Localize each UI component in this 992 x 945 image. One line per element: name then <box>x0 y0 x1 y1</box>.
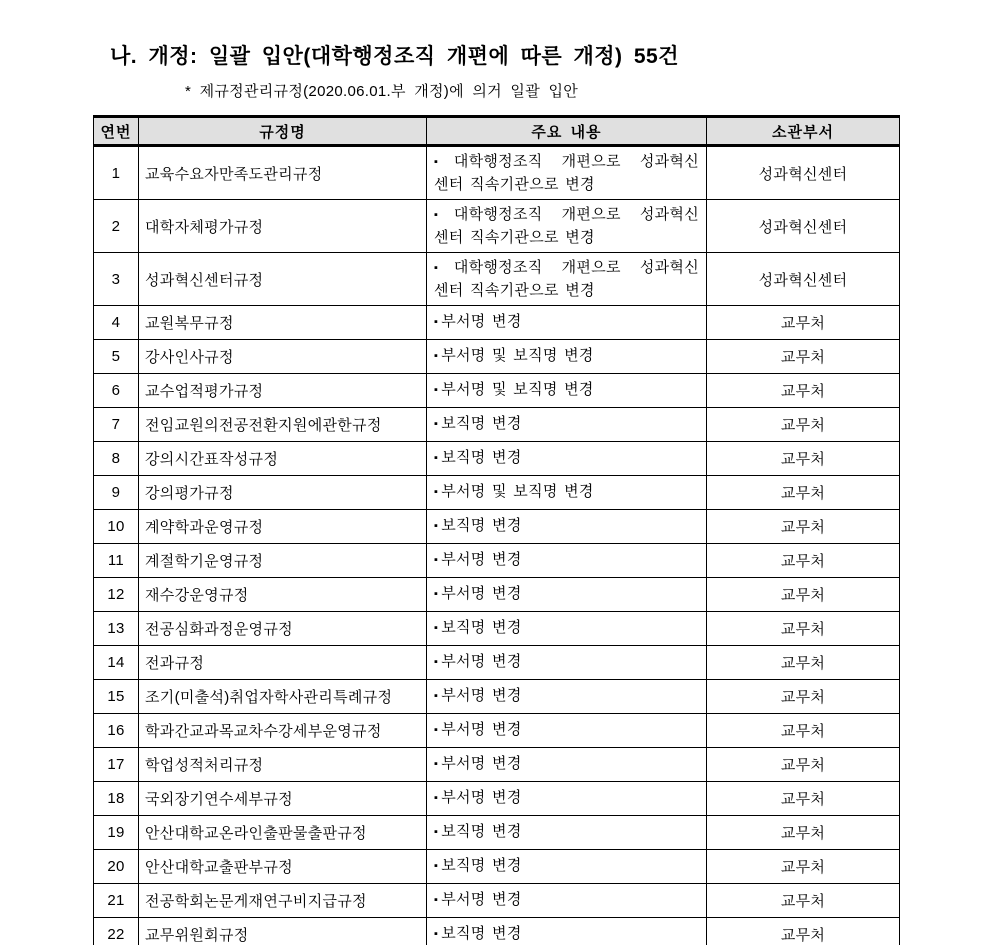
row-number-cell: 8 <box>94 442 139 476</box>
bullet-icon: ▪ <box>434 928 439 940</box>
content-line-1 <box>434 204 699 227</box>
content-line-1 <box>434 549 699 572</box>
main-content-cell <box>427 578 707 612</box>
content-line-2: 센터 직속기관으로 변경 <box>434 282 595 299</box>
page-title: 나. 개정: 일괄 입안(대학행정조직 개편에 따른 개정) 55건 <box>110 45 680 68</box>
regulation-name-cell: 대학자체평가규정 <box>139 200 427 253</box>
content-text: 보직명 변경 <box>441 925 522 942</box>
main-content-cell <box>427 200 707 253</box>
content-text: 부서명 변경 <box>441 755 522 772</box>
content-line-2: 센터 직속기관으로 변경 <box>434 229 595 246</box>
header-cell-department: 소관부서 <box>707 117 900 146</box>
content-line-1 <box>434 151 699 174</box>
bullet-icon: ▪ <box>434 724 439 736</box>
department-cell: 교무처 <box>707 340 900 374</box>
table-row <box>94 578 900 612</box>
row-number-cell: 2 <box>94 200 139 253</box>
bullet-icon: ▪ <box>434 656 439 668</box>
content-text: 부서명 및 보직명 변경 <box>441 347 594 364</box>
department-cell: 교무처 <box>707 612 900 646</box>
header-cell-main-content: 주요 내용 <box>427 117 707 146</box>
header-cell-regulation-name: 규정명 <box>139 117 427 146</box>
content-line-1 <box>434 481 699 504</box>
row-number-cell: 22 <box>94 918 139 945</box>
bullet-icon: ▪ <box>434 156 451 168</box>
main-content-cell <box>427 646 707 680</box>
main-content-cell <box>427 408 707 442</box>
content-text: 부서명 변경 <box>441 789 522 806</box>
regulation-name-cell: 강의평가규정 <box>139 476 427 510</box>
department-cell: 교무처 <box>707 918 900 945</box>
row-number-cell: 14 <box>94 646 139 680</box>
row-number-cell: 9 <box>94 476 139 510</box>
content-line-1 <box>434 413 699 436</box>
department-cell: 교무처 <box>707 442 900 476</box>
bullet-icon: ▪ <box>434 209 451 221</box>
content-text: 부서명 변경 <box>441 551 522 568</box>
bullet-icon: ▪ <box>434 622 439 634</box>
main-content-cell <box>427 612 707 646</box>
table-row <box>94 748 900 782</box>
main-content-cell <box>427 442 707 476</box>
department-cell: 교무처 <box>707 680 900 714</box>
department-cell: 교무처 <box>707 850 900 884</box>
content-line-1 <box>434 257 699 280</box>
department-cell: 교무처 <box>707 782 900 816</box>
bullet-icon: ▪ <box>434 452 439 464</box>
regulation-name-cell: 국외장기연수세부규정 <box>139 782 427 816</box>
row-number-cell: 3 <box>94 253 139 306</box>
bullet-icon: ▪ <box>434 588 439 600</box>
content-text: 대학행정조직 개편으로 성과혁신 <box>453 153 700 170</box>
content-text: 대학행정조직 개편으로 성과혁신 <box>453 259 700 276</box>
content-text: 부서명 변경 <box>441 313 522 330</box>
row-number-cell: 10 <box>94 510 139 544</box>
row-number-cell: 16 <box>94 714 139 748</box>
bullet-icon: ▪ <box>434 860 439 872</box>
main-content-cell <box>427 918 707 945</box>
content-text: 부서명 변경 <box>441 687 522 704</box>
table-row <box>94 918 900 945</box>
bullet-icon: ▪ <box>434 690 439 702</box>
row-number-cell: 20 <box>94 850 139 884</box>
table-row <box>94 340 900 374</box>
content-text: 보직명 변경 <box>441 517 522 534</box>
regulation-name-cell: 전공심화과정운영규정 <box>139 612 427 646</box>
regulation-name-cell: 교육수요자만족도관리규정 <box>139 146 427 200</box>
table-row <box>94 782 900 816</box>
table-row <box>94 374 900 408</box>
table-row <box>94 884 900 918</box>
content-line-1 <box>434 719 699 742</box>
regulation-name-cell: 계절학기운영규정 <box>139 544 427 578</box>
department-cell: 교무처 <box>707 646 900 680</box>
content-line-1 <box>434 889 699 912</box>
table-row <box>94 306 900 340</box>
main-content-cell <box>427 714 707 748</box>
regulation-name-cell: 전공학회논문게재연구비지급규정 <box>139 884 427 918</box>
row-number-cell: 5 <box>94 340 139 374</box>
bullet-icon: ▪ <box>434 384 439 396</box>
row-number-cell: 4 <box>94 306 139 340</box>
content-text: 보직명 변경 <box>441 823 522 840</box>
main-content-cell <box>427 146 707 200</box>
regulation-name-cell: 조기(미출석)취업자학사관리특례규정 <box>139 680 427 714</box>
table-row <box>94 442 900 476</box>
department-cell: 교무처 <box>707 408 900 442</box>
row-number-cell: 21 <box>94 884 139 918</box>
bullet-icon: ▪ <box>434 486 439 498</box>
department-cell: 교무처 <box>707 544 900 578</box>
content-line-1 <box>434 447 699 470</box>
regulation-name-cell: 교원복무규정 <box>139 306 427 340</box>
department-cell: 성과혁신센터 <box>707 146 900 200</box>
department-cell: 교무처 <box>707 578 900 612</box>
regulation-name-cell: 학업성적처리규정 <box>139 748 427 782</box>
main-content-cell <box>427 884 707 918</box>
content-line-1 <box>434 651 699 674</box>
main-content-cell <box>427 816 707 850</box>
department-cell: 교무처 <box>707 374 900 408</box>
content-text: 보직명 변경 <box>441 415 522 432</box>
main-content-cell <box>427 748 707 782</box>
bullet-icon: ▪ <box>434 418 439 430</box>
table-row <box>94 714 900 748</box>
department-cell: 교무처 <box>707 714 900 748</box>
content-line-1 <box>434 617 699 640</box>
table-row <box>94 646 900 680</box>
bullet-icon: ▪ <box>434 894 439 906</box>
table-row <box>94 146 900 200</box>
page-subtitle: * 제규정관리규정(2020.06.01.부 개정)에 의거 일괄 입안 <box>185 83 579 100</box>
bullet-icon: ▪ <box>434 792 439 804</box>
main-content-cell <box>427 782 707 816</box>
regulation-name-cell: 강의시간표작성규정 <box>139 442 427 476</box>
header-cell-no: 연번 <box>94 117 139 146</box>
regulation-name-cell: 강사인사규정 <box>139 340 427 374</box>
content-text: 부서명 변경 <box>441 653 522 670</box>
table-row <box>94 510 900 544</box>
main-content-cell <box>427 850 707 884</box>
regulation-name-cell: 교수업적평가규정 <box>139 374 427 408</box>
content-text: 부서명 변경 <box>441 891 522 908</box>
table-body <box>94 146 900 945</box>
bullet-icon: ▪ <box>434 554 439 566</box>
table-row <box>94 544 900 578</box>
table-row <box>94 476 900 510</box>
table-row <box>94 200 900 253</box>
content-text: 대학행정조직 개편으로 성과혁신 <box>453 206 700 223</box>
department-cell: 교무처 <box>707 748 900 782</box>
table-row <box>94 612 900 646</box>
regulation-name-cell: 교무위원회규정 <box>139 918 427 945</box>
row-number-cell: 7 <box>94 408 139 442</box>
department-cell: 성과혁신센터 <box>707 253 900 306</box>
department-cell: 교무처 <box>707 884 900 918</box>
row-number-cell: 18 <box>94 782 139 816</box>
table-row <box>94 253 900 306</box>
table-row <box>94 816 900 850</box>
regulation-name-cell: 성과혁신센터규정 <box>139 253 427 306</box>
table-row <box>94 408 900 442</box>
main-content-cell <box>427 544 707 578</box>
department-cell: 교무처 <box>707 306 900 340</box>
bullet-icon: ▪ <box>434 826 439 838</box>
content-line-1 <box>434 583 699 606</box>
department-cell: 교무처 <box>707 476 900 510</box>
row-number-cell: 19 <box>94 816 139 850</box>
content-text: 보직명 변경 <box>441 449 522 466</box>
main-content-cell <box>427 510 707 544</box>
content-line-1 <box>434 685 699 708</box>
main-content-cell <box>427 476 707 510</box>
content-line-1 <box>434 753 699 776</box>
regulation-name-cell: 재수강운영규정 <box>139 578 427 612</box>
regulation-name-cell: 전과규정 <box>139 646 427 680</box>
department-cell: 교무처 <box>707 510 900 544</box>
row-number-cell: 1 <box>94 146 139 200</box>
department-cell: 성과혁신센터 <box>707 200 900 253</box>
table-header-row <box>94 117 900 146</box>
main-content-cell <box>427 680 707 714</box>
row-number-cell: 17 <box>94 748 139 782</box>
content-text: 부서명 변경 <box>441 585 522 602</box>
content-line-1 <box>434 821 699 844</box>
regulation-name-cell: 안산대학교출판부규정 <box>139 850 427 884</box>
regulation-name-cell: 전임교원의전공전환지원에관한규정 <box>139 408 427 442</box>
content-line-1 <box>434 515 699 538</box>
main-content-cell <box>427 306 707 340</box>
bullet-icon: ▪ <box>434 758 439 770</box>
bullet-icon: ▪ <box>434 316 439 328</box>
bullet-icon: ▪ <box>434 350 439 362</box>
main-content-cell <box>427 374 707 408</box>
content-text: 보직명 변경 <box>441 619 522 636</box>
content-text: 부서명 변경 <box>441 721 522 738</box>
content-line-1 <box>434 923 699 945</box>
content-text: 부서명 및 보직명 변경 <box>441 381 594 398</box>
row-number-cell: 13 <box>94 612 139 646</box>
regulation-name-cell: 학과간교과목교차수강세부운영규정 <box>139 714 427 748</box>
content-line-2: 센터 직속기관으로 변경 <box>434 176 595 193</box>
row-number-cell: 15 <box>94 680 139 714</box>
row-number-cell: 12 <box>94 578 139 612</box>
regulation-name-cell: 계약학과운영규정 <box>139 510 427 544</box>
row-number-cell: 11 <box>94 544 139 578</box>
content-line-1 <box>434 345 699 368</box>
content-line-1 <box>434 311 699 334</box>
regulation-name-cell: 안산대학교온라인출판물출판규정 <box>139 816 427 850</box>
regulations-table <box>93 115 900 945</box>
table-row <box>94 850 900 884</box>
table-row <box>94 680 900 714</box>
bullet-icon: ▪ <box>434 520 439 532</box>
content-text: 부서명 및 보직명 변경 <box>441 483 594 500</box>
content-line-1 <box>434 787 699 810</box>
main-content-cell <box>427 340 707 374</box>
content-line-1 <box>434 855 699 878</box>
content-text: 보직명 변경 <box>441 857 522 874</box>
content-line-1 <box>434 379 699 402</box>
row-number-cell: 6 <box>94 374 139 408</box>
department-cell: 교무처 <box>707 816 900 850</box>
bullet-icon: ▪ <box>434 262 451 274</box>
main-content-cell <box>427 253 707 306</box>
